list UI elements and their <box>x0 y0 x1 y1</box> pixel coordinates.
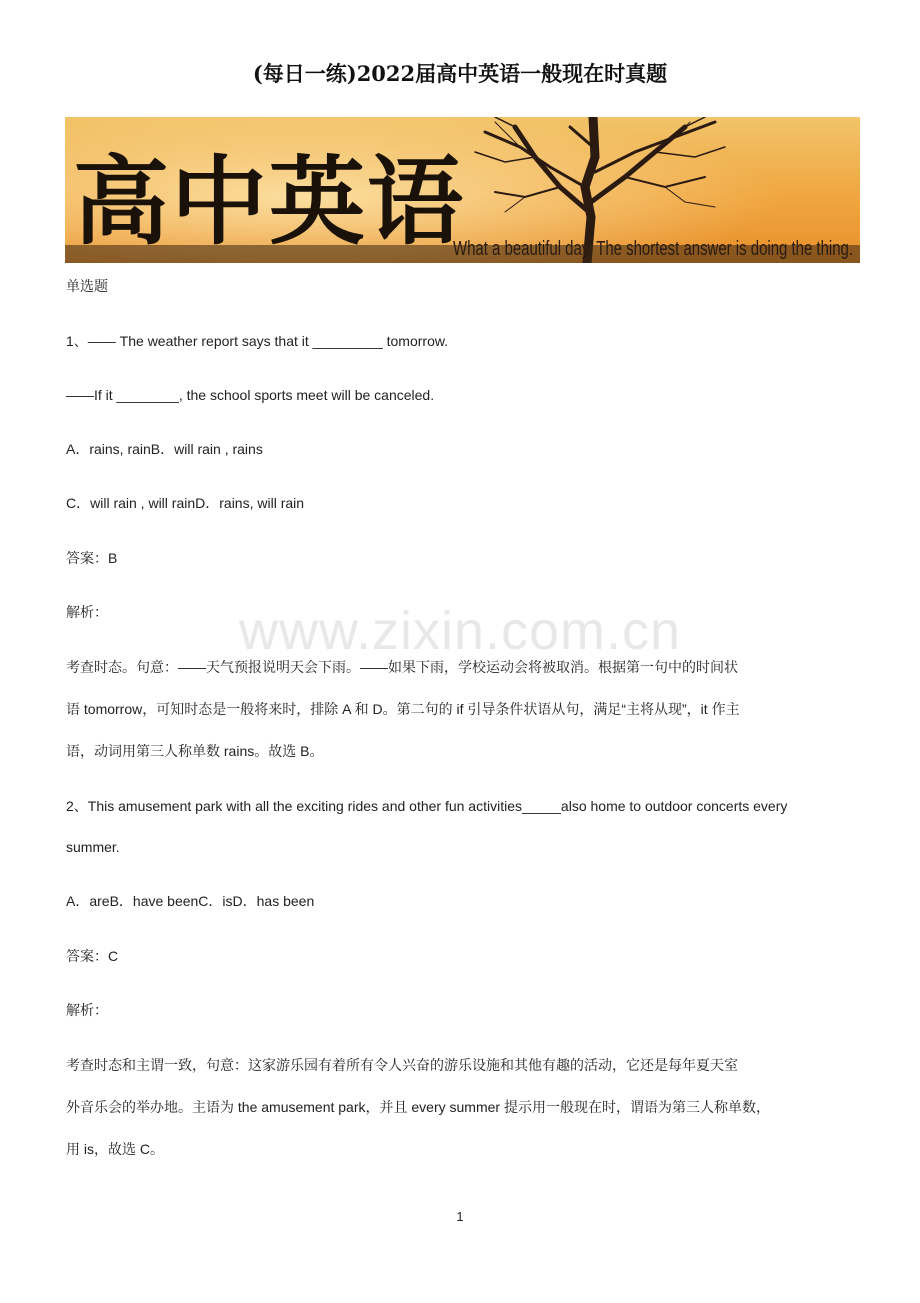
question-2-analysis-label: 解析： <box>66 1002 108 1018</box>
question-2-analysis-line-1: 考查时态和主谓一致，句意：这家游乐园有着所有令人兴奋的游乐设施和其他有趣的活动，它还是每年夏天室 <box>66 1057 738 1073</box>
question-2-line-1: 2、This amusement park with all the exciting rides and other fun activities_____also home to outdoor concerts every <box>66 798 788 814</box>
question-2-answer: 答案：C <box>66 948 119 964</box>
question-1-analysis-label: 解析： <box>66 604 108 620</box>
page-number: 1 <box>456 1209 464 1224</box>
question-2-analysis-line-2: 外音乐会的举办地。主语为 the amusement park，并且 every summer 提示用一般现在时，谓语为第三人称单数， <box>66 1099 770 1115</box>
question-1-analysis-line-3: 语，动词用第三人称单数 rains。故选 B。 <box>66 743 324 759</box>
document-title: (每日一练)2022届高中英语一般现在时真题 <box>252 61 668 86</box>
question-1-analysis-line-1: 考查时态。句意：——天气预报说明天会下雨。——如果下雨，学校运动会将被取消。根据第一句中的时间状 <box>66 659 738 675</box>
question-2-options: A．areB．have beenC．isD．has been <box>66 893 315 909</box>
question-2-analysis-line-3: 用 is，故选 C。 <box>66 1141 164 1157</box>
question-1-line-1: 1、—— The weather report says that it _________ tomorrow. <box>66 333 449 349</box>
banner-calligraphy: 高中英语 <box>73 145 465 258</box>
question-1-options-ab: A．rains, rainB．will rain , rains <box>66 441 263 457</box>
question-1-line-2: ——If it ________, the school sports meet will be canceled. <box>66 387 435 403</box>
watermark: www.zixin.com.cn <box>238 601 682 661</box>
question-1-options-cd: C．will rain , will rainD．rains, will rain <box>66 495 305 511</box>
question-1-analysis-line-2: 语 tomorrow，可知时态是一般将来时，排除 A 和 D。第二句的 if 引导条件状语从句，满足“主将从现”，it 作主 <box>66 701 740 717</box>
question-1-answer: 答案：B <box>66 550 118 566</box>
banner-slogan: What a beautiful day. The shortest answer is doing the thing. <box>453 238 853 260</box>
banner-image <box>65 117 860 263</box>
section-heading: 单选题 <box>66 278 108 294</box>
question-2-line-2: summer. <box>66 839 120 855</box>
